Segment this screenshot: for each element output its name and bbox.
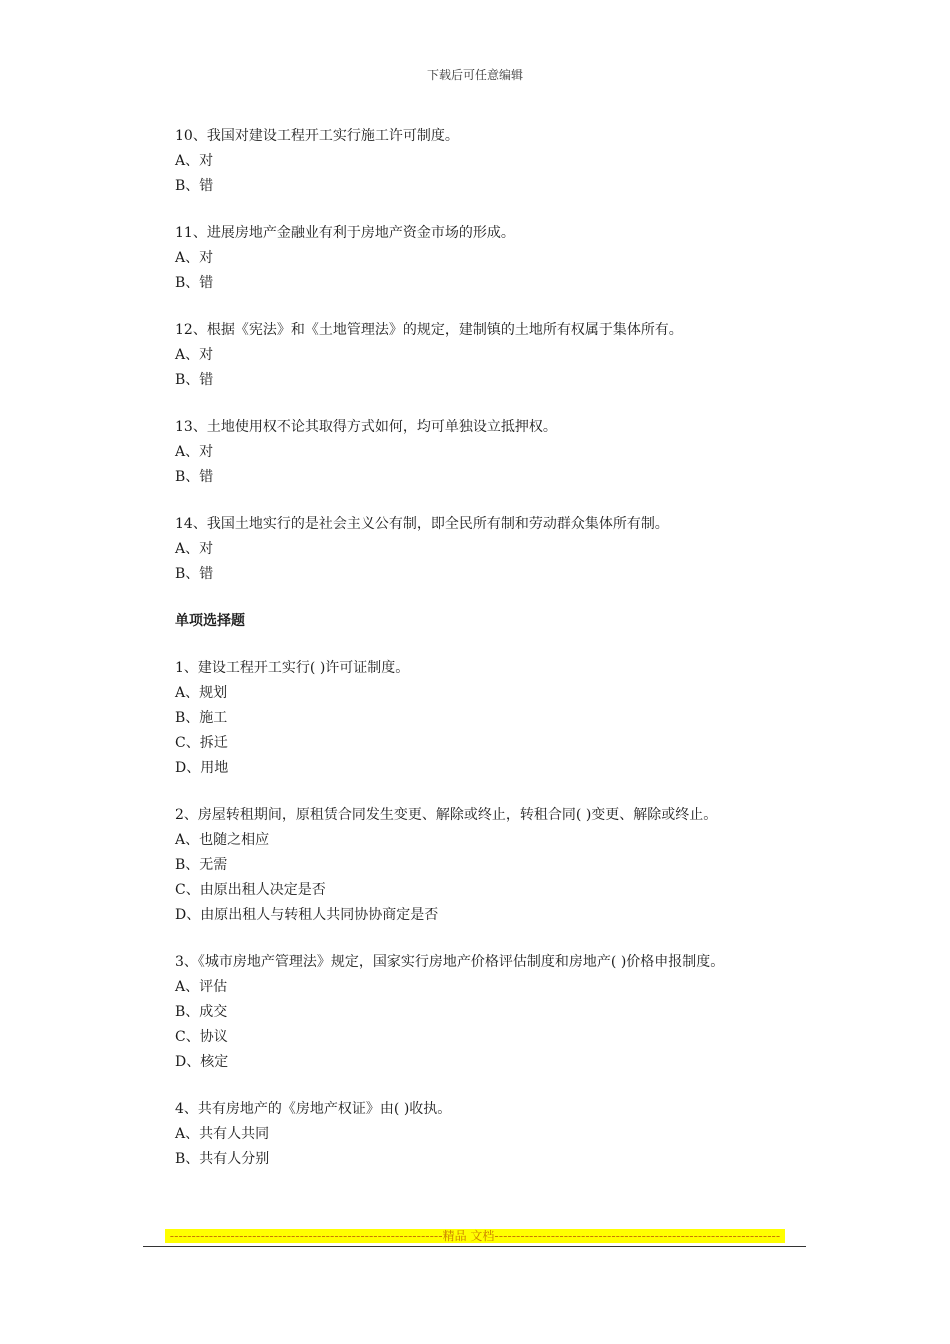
page-header: 下载后可任意编辑 — [426, 68, 523, 82]
option-text: D、用地 — [175, 760, 229, 776]
option-text: B、错 — [175, 178, 214, 194]
option-text: B、施工 — [175, 710, 228, 726]
option-text: C、由原出租人决定是否 — [175, 882, 326, 898]
spacer — [175, 296, 835, 318]
judgement-questions — [175, 124, 835, 609]
question-text: 10、我国对建设工程开工实行施工许可制度。 — [175, 128, 459, 144]
spacer — [175, 199, 835, 221]
question-text: 13、土地使用权不论其取得方式如何，均可单独设立抵押权。 — [175, 419, 557, 435]
option-text: A、对 — [175, 444, 214, 460]
option-text: A、对 — [175, 153, 214, 169]
option-text: B、错 — [175, 275, 214, 291]
option-text: B、无需 — [175, 857, 228, 873]
option-text: B、错 — [175, 372, 214, 388]
option-text: A、对 — [175, 250, 214, 266]
option-text: B、错 — [175, 566, 214, 582]
spacer — [175, 393, 835, 415]
option-text: A、规划 — [175, 685, 228, 701]
spacer — [175, 1172, 835, 1194]
option-text: A、共有人共同 — [175, 1126, 270, 1142]
question-text: 3、《城市房地产管理法》规定，国家实行房地产价格评估制度和房地产( )价格申报制度。 — [175, 954, 725, 970]
option-text: B、共有人分别 — [175, 1151, 270, 1167]
option-text: D、核定 — [175, 1054, 229, 1070]
question-text: 11、进展房地产金融业有利于房地产资金市场的形成。 — [175, 225, 515, 241]
option-text: D、由原出租人与转租人共同协协商定是否 — [175, 907, 439, 923]
option-text: B、成交 — [175, 1004, 228, 1020]
question-text: 1、建设工程开工实行( )许可证制度。 — [175, 660, 410, 676]
spacer — [175, 781, 835, 803]
option-text: A、对 — [175, 347, 214, 363]
spacer — [175, 490, 835, 512]
question-text: 2、房屋转租期间，原租赁合同发生变更、解除或终止，转租合同( )变更、解除或终止。 — [175, 807, 718, 823]
option-text: A、也随之相应 — [175, 832, 270, 848]
option-text: A、对 — [175, 541, 214, 557]
footer-divider — [143, 1246, 806, 1247]
choice-questions — [175, 656, 835, 1194]
document-body — [175, 124, 835, 1194]
question-text: 4、共有房地产的《房地产权证》由( )收执。 — [175, 1101, 452, 1117]
spacer — [175, 928, 835, 950]
section-title: 单项选择题 — [175, 613, 245, 629]
footer-banner: ---------------------------------------------------------------精品 文档------------------------------------------------------------------ — [165, 1229, 785, 1243]
question-text: 12、根据《宪法》和《土地管理法》的规定，建制镇的土地所有权属于集体所有。 — [175, 322, 683, 338]
option-text: C、拆迁 — [175, 735, 228, 751]
spacer — [175, 1075, 835, 1097]
option-text: A、评估 — [175, 979, 228, 995]
spacer — [175, 587, 835, 609]
option-text: B、错 — [175, 469, 214, 485]
option-text: C、协议 — [175, 1029, 228, 1045]
question-text: 14、我国土地实行的是社会主义公有制，即全民所有制和劳动群众集体所有制。 — [175, 516, 669, 532]
